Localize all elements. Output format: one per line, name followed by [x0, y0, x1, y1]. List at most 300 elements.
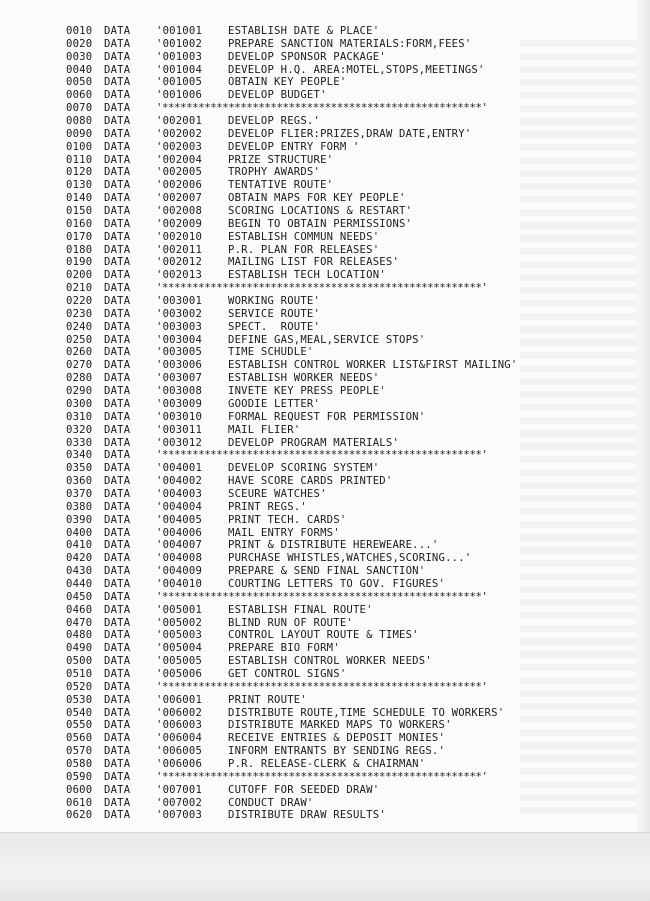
task-code: '003002: [156, 307, 203, 320]
listing-line: [66, 539, 517, 552]
listing-line: [66, 527, 517, 540]
task-code: '002006: [156, 179, 203, 192]
listing-line: [66, 578, 517, 591]
task-description: ESTABLISH FINAL ROUTE': [228, 603, 373, 616]
data-keyword: DATA: [104, 629, 131, 642]
data-keyword: DATA: [104, 102, 131, 115]
listing-line: [66, 76, 517, 89]
listing-line: [66, 797, 517, 810]
listing-line: [66, 25, 517, 38]
task-code: '007002: [156, 796, 203, 809]
task-code: '001001: [156, 25, 203, 37]
line-number: 0040: [66, 63, 93, 76]
listing-line: [66, 681, 517, 694]
task-code: '005006: [156, 667, 203, 680]
task-code: '002003: [156, 140, 203, 153]
task-code: '003005: [156, 346, 203, 359]
line-number: 0530: [66, 693, 93, 706]
task-description: CUTOFF FOR SEEDED DRAW': [228, 783, 380, 796]
task-code: '005001: [156, 603, 203, 616]
task-description: BEGIN TO OBTAIN PERMISSIONS': [228, 217, 413, 230]
line-number: 0540: [66, 706, 93, 719]
listing-line: [66, 604, 517, 617]
listing-line: [66, 141, 517, 154]
listing-line: [66, 51, 517, 64]
listing-line: [66, 629, 517, 642]
data-keyword: DATA: [104, 475, 131, 488]
line-number: 0340: [66, 449, 93, 462]
data-keyword: DATA: [104, 616, 131, 629]
task-code: '004007: [156, 539, 203, 552]
listing-line: [66, 475, 517, 488]
task-code: '003010: [156, 410, 203, 423]
listing-line: [66, 359, 517, 372]
listing-line: [66, 449, 517, 462]
line-number: 0450: [66, 590, 93, 603]
line-number: 0570: [66, 745, 93, 758]
listing-line: [66, 462, 517, 475]
data-keyword: DATA: [104, 783, 131, 796]
line-number: 0560: [66, 732, 93, 745]
listing-line: [66, 552, 517, 565]
separator-line: '*****************************************************': [156, 680, 488, 693]
task-description: DISTRIBUTE ROUTE,TIME SCHEDULE TO WORKERS': [228, 706, 505, 719]
task-description: ESTABLISH CONTROL WORKER NEEDS': [228, 655, 432, 668]
listing-line: [66, 642, 517, 655]
listing-line: [66, 115, 517, 128]
task-description: PREPARE & SEND FINAL SANCTION': [228, 565, 426, 578]
line-number: 0130: [66, 179, 93, 192]
task-code: '006006: [156, 757, 203, 770]
task-code: '004003: [156, 487, 203, 500]
task-description: TIME SCHUDLE': [228, 346, 314, 359]
data-keyword: DATA: [104, 719, 131, 732]
task-code: '002004: [156, 153, 203, 166]
task-description: DEVELOP SCORING SYSTEM': [228, 462, 380, 475]
data-keyword: DATA: [104, 205, 131, 218]
listing-line: [66, 809, 517, 822]
task-code: '001002: [156, 37, 203, 50]
line-number: 0150: [66, 205, 93, 218]
listing-line: [66, 346, 517, 359]
line-number: 0210: [66, 282, 93, 295]
listing-line: [66, 398, 517, 411]
task-description: DEVELOP H.Q. AREA:MOTEL,STOPS,MEETINGS': [228, 63, 485, 76]
task-description: ESTABLISH CONTROL WORKER LIST&FIRST MAILING': [228, 359, 518, 372]
task-description: SPECT. ROUTE': [228, 320, 321, 333]
line-number: 0600: [66, 783, 93, 796]
line-number: 0510: [66, 667, 93, 680]
task-description: OBTAIN MAPS FOR KEY PEOPLE': [228, 192, 406, 205]
listing-line: [66, 179, 517, 192]
data-keyword: DATA: [104, 140, 131, 153]
listing-line: [66, 617, 517, 630]
line-number: 0320: [66, 423, 93, 436]
task-description: DEVELOP REGS.': [228, 115, 321, 128]
listing-line: [66, 514, 517, 527]
listing-line: [66, 38, 517, 51]
task-code: '003008: [156, 385, 203, 398]
separator-line: '*****************************************************': [156, 102, 488, 115]
task-description: DEVELOP PROGRAM MATERIALS': [228, 436, 400, 449]
task-description: P.R. RELEASE-CLERK & CHAIRMAN': [228, 757, 426, 770]
task-code: '002012: [156, 256, 203, 269]
listing-line: [66, 321, 517, 334]
task-description: MAIL FLIER': [228, 423, 301, 436]
task-description: CONTROL LAYOUT ROUTE & TIMES': [228, 629, 419, 642]
task-description: DISTRIBUTE DRAW RESULTS': [228, 809, 386, 822]
program-listing: [66, 25, 517, 822]
separator-line: '*****************************************************': [156, 590, 488, 603]
data-keyword: DATA: [104, 680, 131, 693]
task-description: DISTRIBUTE MARKED MAPS TO WORKERS': [228, 719, 452, 732]
task-code: '003011: [156, 423, 203, 436]
task-description: ESTABLISH WORKER NEEDS': [228, 372, 380, 385]
task-description: DEVELOP FLIER:PRIZES,DRAW DATE,ENTRY': [228, 127, 472, 140]
separator-line: '*****************************************************': [156, 770, 488, 783]
task-code: '003003: [156, 320, 203, 333]
data-keyword: DATA: [104, 693, 131, 706]
listing-line: [66, 784, 517, 797]
line-number: 0490: [66, 642, 93, 655]
task-code: '003001: [156, 295, 203, 308]
task-code: '006002: [156, 706, 203, 719]
data-keyword: DATA: [104, 320, 131, 333]
listing-line: [66, 334, 517, 347]
line-number: 0480: [66, 629, 93, 642]
listing-line: [66, 694, 517, 707]
line-number: 0140: [66, 192, 93, 205]
data-keyword: DATA: [104, 63, 131, 76]
task-description: CONDUCT DRAW': [228, 796, 314, 809]
data-keyword: DATA: [104, 333, 131, 346]
data-keyword: DATA: [104, 565, 131, 578]
line-number: 0430: [66, 565, 93, 578]
line-number: 0620: [66, 809, 93, 822]
line-number: 0390: [66, 513, 93, 526]
task-description: DEVELOP ENTRY FORM ': [228, 140, 360, 153]
task-code: '004002: [156, 475, 203, 488]
line-number: 0050: [66, 76, 93, 89]
task-description: SCORING LOCATIONS & RESTART': [228, 205, 413, 218]
task-description: RECEIVE ENTRIES & DEPOSIT MONIES': [228, 732, 446, 745]
data-keyword: DATA: [104, 745, 131, 758]
task-description: P.R. PLAN FOR RELEASES': [228, 243, 380, 256]
data-keyword: DATA: [104, 539, 131, 552]
data-keyword: DATA: [104, 346, 131, 359]
data-keyword: DATA: [104, 667, 131, 680]
data-keyword: DATA: [104, 179, 131, 192]
data-keyword: DATA: [104, 642, 131, 655]
line-number: 0410: [66, 539, 93, 552]
data-keyword: DATA: [104, 796, 131, 809]
line-number: 0400: [66, 526, 93, 539]
line-number: 0460: [66, 603, 93, 616]
task-code: '001003: [156, 50, 203, 63]
line-number: 0190: [66, 256, 93, 269]
line-number: 0120: [66, 166, 93, 179]
task-code: '004008: [156, 552, 203, 565]
listing-line: [66, 89, 517, 102]
line-number: 0300: [66, 397, 93, 410]
task-code: '004004: [156, 500, 203, 513]
data-keyword: DATA: [104, 603, 131, 616]
task-description: MAIL ENTRY FORMS': [228, 526, 340, 539]
listing-line: [66, 745, 517, 758]
data-keyword: DATA: [104, 397, 131, 410]
scan-background: [0, 832, 650, 901]
data-keyword: DATA: [104, 307, 131, 320]
listing-line: [66, 269, 517, 282]
line-number: 0220: [66, 295, 93, 308]
line-number: 0200: [66, 269, 93, 282]
task-description: GOODIE LETTER': [228, 397, 321, 410]
line-number: 0580: [66, 757, 93, 770]
line-number: 0610: [66, 796, 93, 809]
listing-line: [66, 771, 517, 784]
line-number: 0110: [66, 153, 93, 166]
data-keyword: DATA: [104, 243, 131, 256]
listing-line: [66, 411, 517, 424]
task-code: '006005: [156, 745, 203, 758]
task-code: '004010: [156, 577, 203, 590]
show-through-text: [520, 40, 640, 820]
task-code: '003006: [156, 359, 203, 372]
task-description: SERVICE ROUTE': [228, 307, 321, 320]
task-code: '004006: [156, 526, 203, 539]
data-keyword: DATA: [104, 127, 131, 140]
separator-line: '*****************************************************': [156, 449, 488, 462]
task-description: GET CONTROL SIGNS': [228, 667, 347, 680]
task-code: '006001: [156, 693, 203, 706]
line-number: 0290: [66, 385, 93, 398]
line-number: 0360: [66, 475, 93, 488]
task-code: '003012: [156, 436, 203, 449]
task-code: '001004: [156, 63, 203, 76]
listing-line: [66, 437, 517, 450]
task-description: FORMAL REQUEST FOR PERMISSION': [228, 410, 426, 423]
data-keyword: DATA: [104, 295, 131, 308]
line-number: 0470: [66, 616, 93, 629]
listing-line: [66, 128, 517, 141]
line-number: 0100: [66, 140, 93, 153]
listing-line: [66, 192, 517, 205]
task-code: '004009: [156, 565, 203, 578]
data-keyword: DATA: [104, 462, 131, 475]
line-number: 0070: [66, 102, 93, 115]
data-keyword: DATA: [104, 590, 131, 603]
task-code: '002009: [156, 217, 203, 230]
page-right-edge: [637, 0, 650, 832]
task-description: PRINT REGS.': [228, 500, 307, 513]
line-number: 0350: [66, 462, 93, 475]
task-code: '001006: [156, 89, 203, 102]
task-description: PREPARE BIO FORM': [228, 642, 340, 655]
listing-line: [66, 256, 517, 269]
line-number: 0310: [66, 410, 93, 423]
task-code: '002010: [156, 230, 203, 243]
data-keyword: DATA: [104, 706, 131, 719]
listing-line: [66, 64, 517, 77]
task-code: '001005: [156, 76, 203, 89]
task-code: '003007: [156, 372, 203, 385]
task-code: '006004: [156, 732, 203, 745]
task-code: '003009: [156, 397, 203, 410]
task-code: '003004: [156, 333, 203, 346]
task-code: '002005: [156, 166, 203, 179]
listing-line: [66, 501, 517, 514]
data-keyword: DATA: [104, 449, 131, 462]
data-keyword: DATA: [104, 50, 131, 63]
listing-line: [66, 488, 517, 501]
line-number: 0160: [66, 217, 93, 230]
line-number: 0370: [66, 487, 93, 500]
listing-line: [66, 205, 517, 218]
line-number: 0590: [66, 770, 93, 783]
listing-line: [66, 154, 517, 167]
data-keyword: DATA: [104, 436, 131, 449]
task-description: DEVELOP BUDGET': [228, 89, 327, 102]
task-description: PRINT ROUTE': [228, 693, 307, 706]
listing-line: [66, 102, 517, 115]
task-description: PREPARE SANCTION MATERIALS:FORM,FEES': [228, 37, 472, 50]
task-description: ESTABLISH COMMUN NEEDS': [228, 230, 380, 243]
data-keyword: DATA: [104, 487, 131, 500]
task-description: HAVE SCORE CARDS PRINTED': [228, 475, 393, 488]
listing-line: [66, 732, 517, 745]
listing-line: [66, 218, 517, 231]
data-keyword: DATA: [104, 770, 131, 783]
task-description: INVETE KEY PRESS PEOPLE': [228, 385, 386, 398]
listing-line: [66, 655, 517, 668]
listing-line: [66, 758, 517, 771]
line-number: 0520: [66, 680, 93, 693]
line-number: 0170: [66, 230, 93, 243]
task-code: '005004: [156, 642, 203, 655]
data-keyword: DATA: [104, 153, 131, 166]
line-number: 0250: [66, 333, 93, 346]
task-description: OBTAIN KEY PEOPLE': [228, 76, 347, 89]
data-keyword: DATA: [104, 577, 131, 590]
listing-line: [66, 244, 517, 257]
task-description: PURCHASE WHISTLES,WATCHES,SCORING...': [228, 552, 472, 565]
data-keyword: DATA: [104, 372, 131, 385]
data-keyword: DATA: [104, 552, 131, 565]
listing-line: [66, 719, 517, 732]
data-keyword: DATA: [104, 115, 131, 128]
data-keyword: DATA: [104, 269, 131, 282]
line-number: 0010: [66, 25, 93, 37]
data-keyword: DATA: [104, 500, 131, 513]
task-code: '002011: [156, 243, 203, 256]
data-keyword: DATA: [104, 359, 131, 372]
line-number: 0550: [66, 719, 93, 732]
listing-line: [66, 282, 517, 295]
task-description: SCEURE WATCHES': [228, 487, 327, 500]
data-keyword: DATA: [104, 423, 131, 436]
task-description: WORKING ROUTE': [228, 295, 321, 308]
data-keyword: DATA: [104, 25, 131, 37]
line-number: 0060: [66, 89, 93, 102]
listing-line: [66, 166, 517, 179]
listing-line: [66, 591, 517, 604]
line-number: 0330: [66, 436, 93, 449]
listing-line: [66, 372, 517, 385]
line-number: 0270: [66, 359, 93, 372]
line-number: 0380: [66, 500, 93, 513]
data-keyword: DATA: [104, 757, 131, 770]
task-code: '002007: [156, 192, 203, 205]
line-number: 0420: [66, 552, 93, 565]
task-code: '002013: [156, 269, 203, 282]
line-number: 0020: [66, 37, 93, 50]
data-keyword: DATA: [104, 230, 131, 243]
line-number: 0440: [66, 577, 93, 590]
task-code: '004001: [156, 462, 203, 475]
task-description: ESTABLISH TECH LOCATION': [228, 269, 386, 282]
data-keyword: DATA: [104, 217, 131, 230]
task-description: TROPHY AWARDS': [228, 166, 321, 179]
task-code: '006003: [156, 719, 203, 732]
data-keyword: DATA: [104, 37, 131, 50]
task-description: DEVELOP SPONSOR PACKAGE': [228, 50, 386, 63]
task-code: '002008: [156, 205, 203, 218]
listing-line: [66, 231, 517, 244]
line-number: 0080: [66, 115, 93, 128]
task-description: PRINT & DISTRIBUTE HEREWEARE...': [228, 539, 439, 552]
task-code: '007001: [156, 783, 203, 796]
task-description: DEFINE GAS,MEAL,SERVICE STOPS': [228, 333, 426, 346]
data-keyword: DATA: [104, 282, 131, 295]
data-keyword: DATA: [104, 256, 131, 269]
listing-line: [66, 707, 517, 720]
listing-line: [66, 385, 517, 398]
data-keyword: DATA: [104, 809, 131, 822]
listing-line: [66, 668, 517, 681]
task-description: PRINT TECH. CARDS': [228, 513, 347, 526]
data-keyword: DATA: [104, 526, 131, 539]
line-number: 0240: [66, 320, 93, 333]
task-code: '002002: [156, 127, 203, 140]
separator-line: '*****************************************************': [156, 282, 488, 295]
data-keyword: DATA: [104, 655, 131, 668]
data-keyword: DATA: [104, 192, 131, 205]
line-number: 0180: [66, 243, 93, 256]
task-description: BLIND RUN OF ROUTE': [228, 616, 353, 629]
task-description: MAILING LIST FOR RELEASES': [228, 256, 400, 269]
data-keyword: DATA: [104, 385, 131, 398]
data-keyword: DATA: [104, 732, 131, 745]
data-keyword: DATA: [104, 410, 131, 423]
task-code: '004005: [156, 513, 203, 526]
data-keyword: DATA: [104, 76, 131, 89]
listing-line: [66, 565, 517, 578]
line-number: 0030: [66, 50, 93, 63]
data-keyword: DATA: [104, 166, 131, 179]
task-description: COURTING LETTERS TO GOV. FIGURES': [228, 577, 446, 590]
task-code: '005002: [156, 616, 203, 629]
task-code: '005003: [156, 629, 203, 642]
task-code: '007003: [156, 809, 203, 822]
listing-line: [66, 308, 517, 321]
data-keyword: DATA: [104, 89, 131, 102]
task-description: TENTATIVE ROUTE': [228, 179, 334, 192]
data-keyword: DATA: [104, 513, 131, 526]
task-description: ESTABLISH DATE & PLACE': [228, 25, 380, 37]
line-number: 0500: [66, 655, 93, 668]
line-number: 0260: [66, 346, 93, 359]
line-number: 0280: [66, 372, 93, 385]
